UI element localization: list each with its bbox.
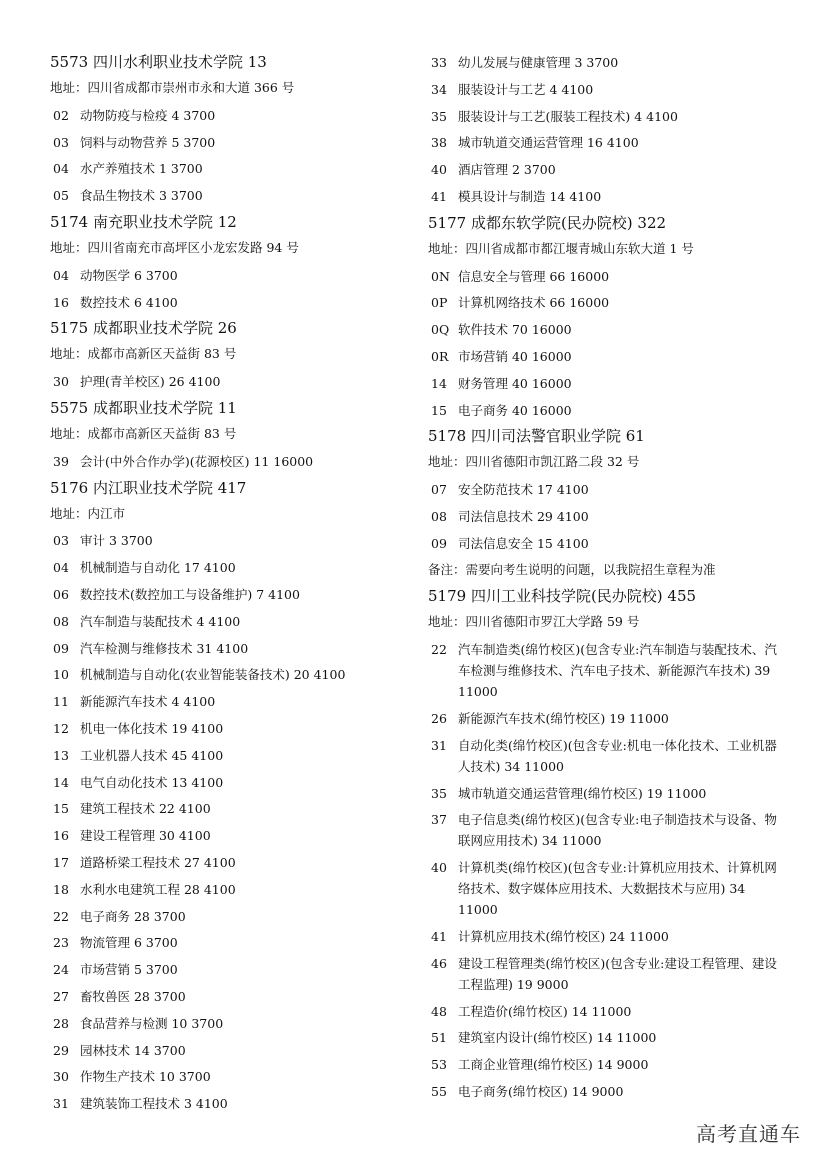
major-code: 48 xyxy=(431,1003,447,1019)
major-code: 04 xyxy=(53,267,69,283)
major-code: 53 xyxy=(431,1057,447,1073)
major-code: 22 xyxy=(431,642,447,658)
major-entry xyxy=(50,368,418,395)
major-text: 建筑工程技术 22 4100 xyxy=(80,801,211,817)
school-heading: 5175 成都职业技术学院 26 xyxy=(50,319,237,338)
major-text: 计算机应用技术(绵竹校区) 24 11000 xyxy=(458,928,669,944)
school-address: 地址：四川省成都市崇州市永和大道 366 号 xyxy=(50,80,295,95)
watermark-text: 高考直通车 xyxy=(696,1122,801,1146)
major-text: 安全防范技术 17 4100 xyxy=(458,482,589,498)
major-text: 财务管理 40 16000 xyxy=(458,375,572,391)
major-text: 自动化类(绵竹校区)(包含专业:机电一体化技术、工业机器人技术) 34 11000 xyxy=(458,737,777,774)
major-text: 数控技术(数控加工与设备维护) 7 4100 xyxy=(80,586,300,602)
major-code: 24 xyxy=(53,962,69,978)
major-text: 电子商务 28 3700 xyxy=(80,908,186,924)
major-text: 水产养殖技术 1 3700 xyxy=(80,161,203,177)
major-entry xyxy=(50,1010,418,1037)
major-code: 09 xyxy=(431,535,447,551)
major-code: 14 xyxy=(431,375,447,391)
major-entry xyxy=(50,769,418,796)
major-text: 服装设计与工艺(服装工程技术) 4 4100 xyxy=(458,108,678,124)
school-heading: 5177 成都东软学院(民办院校) 322 xyxy=(428,213,667,232)
major-text: 酒店管理 2 3700 xyxy=(458,162,556,178)
major-code: 29 xyxy=(53,1042,69,1058)
major-entry xyxy=(428,780,780,807)
major-text: 食品营养与检测 10 3700 xyxy=(80,1015,224,1031)
major-entry xyxy=(428,370,780,397)
major-code: 34 xyxy=(431,81,447,97)
major-code: 11 xyxy=(53,694,69,710)
major-code: 31 xyxy=(53,1096,69,1112)
major-code: 26 xyxy=(431,710,447,726)
major-entry xyxy=(50,155,418,182)
major-entry xyxy=(428,156,780,183)
school-heading: 5178 四川司法警官职业学院 61 xyxy=(428,427,645,446)
major-entry xyxy=(428,1078,780,1105)
major-code: 09 xyxy=(53,640,69,656)
major-entry xyxy=(428,998,780,1025)
major-entry xyxy=(50,102,418,129)
major-text: 软件技术 70 16000 xyxy=(458,322,572,338)
major-code: 07 xyxy=(431,482,447,498)
major-code: 51 xyxy=(431,1030,447,1046)
major-code: 03 xyxy=(53,533,69,549)
major-code: 04 xyxy=(53,560,69,576)
major-text: 电子商务(绵竹校区) 14 9000 xyxy=(458,1083,624,1099)
school-address: 地址：四川省南充市高坪区小龙宏发路 94 号 xyxy=(50,239,299,255)
major-code: 37 xyxy=(431,812,447,828)
major-code: 08 xyxy=(431,508,447,524)
major-entry xyxy=(50,742,418,769)
major-entry xyxy=(428,705,780,732)
major-entry xyxy=(428,950,780,998)
major-code: 33 xyxy=(431,55,447,70)
major-entry xyxy=(50,903,418,930)
major-text: 园林技术 14 3700 xyxy=(80,1042,186,1058)
major-code: 0R xyxy=(431,348,449,364)
major-text: 水利水电建筑工程 28 4100 xyxy=(80,881,236,897)
major-text: 建设工程管理类(绵竹校区)(包含专业:建设工程管理、建设工程监理) 19 9000 xyxy=(458,955,777,992)
major-code: 06 xyxy=(53,586,69,602)
major-text: 司法信息安全 15 4100 xyxy=(458,535,589,551)
major-entry xyxy=(50,715,418,742)
major-entry xyxy=(428,76,780,103)
major-text: 机械制造与自动化 17 4100 xyxy=(80,560,236,576)
major-entry xyxy=(428,923,780,950)
major-text: 市场营销 40 16000 xyxy=(458,348,572,364)
major-code: 15 xyxy=(53,801,69,817)
school-heading: 5176 内江职业技术学院 417 xyxy=(50,478,247,497)
major-code: 22 xyxy=(53,908,69,924)
major-entry xyxy=(428,103,780,130)
major-text: 服装设计与工艺 4 4100 xyxy=(458,81,594,97)
major-entry xyxy=(428,397,780,424)
major-entry xyxy=(428,476,780,503)
school-note: 备注：需要向考生说明的问题，以我院招生章程为准 xyxy=(428,561,716,577)
major-text: 工程造价(绵竹校区) 14 11000 xyxy=(458,1003,632,1019)
major-code: 04 xyxy=(53,161,69,177)
major-code: 14 xyxy=(53,774,69,790)
major-entry xyxy=(428,49,780,76)
major-code: 40 xyxy=(431,162,447,178)
school-address: 地址：四川省德阳市罗江大学路 59 号 xyxy=(428,614,640,630)
major-code: 31 xyxy=(431,737,447,753)
major-entry xyxy=(50,527,418,554)
major-entry xyxy=(50,581,418,608)
major-code: 30 xyxy=(53,374,69,390)
major-text: 工业机器人技术 45 4100 xyxy=(80,747,224,763)
major-code: 0Q xyxy=(431,322,450,338)
school-address: 地址：成都市高新区天益街 83 号 xyxy=(50,425,237,441)
major-text: 动物防疫与检疫 4 3700 xyxy=(80,107,216,123)
major-text: 动物医学 6 3700 xyxy=(80,267,178,283)
major-code: 39 xyxy=(53,453,69,469)
major-entry xyxy=(428,636,780,705)
major-text: 机电一体化技术 19 4100 xyxy=(80,720,224,736)
major-text: 汽车制造与装配技术 4 4100 xyxy=(80,613,241,629)
school-address: 地址：内江市 xyxy=(50,505,126,521)
school-address: 地址：成都市高新区天益街 83 号 xyxy=(50,346,237,362)
right-column xyxy=(428,49,780,1105)
major-entry xyxy=(50,289,418,316)
school-heading: 5174 南充职业技术学院 12 xyxy=(50,212,237,231)
major-code: 12 xyxy=(53,720,69,736)
major-text: 市场营销 5 3700 xyxy=(80,962,178,978)
major-entry xyxy=(428,263,780,290)
major-entry xyxy=(428,129,780,156)
major-code: 41 xyxy=(431,188,447,204)
major-text: 计算机网络技术 66 16000 xyxy=(458,295,610,311)
major-code: 16 xyxy=(53,294,69,310)
major-entry xyxy=(50,1090,418,1117)
major-code: 35 xyxy=(431,108,447,124)
major-text: 工商企业管理(绵竹校区) 14 9000 xyxy=(458,1057,649,1073)
major-entry xyxy=(50,129,418,156)
major-text: 新能源汽车技术(绵竹校区) 19 11000 xyxy=(458,710,669,726)
major-code: 03 xyxy=(53,134,69,150)
major-code: 23 xyxy=(53,935,69,951)
major-text: 建筑室内设计(绵竹校区) 14 11000 xyxy=(458,1030,657,1046)
school-address: 地址：四川省成都市都江堰青城山东软大道 1 号 xyxy=(428,240,694,256)
major-code: 18 xyxy=(53,881,69,897)
major-code: 27 xyxy=(53,988,69,1004)
major-code: 46 xyxy=(431,955,447,971)
major-code: 05 xyxy=(53,188,69,204)
left-column xyxy=(50,49,418,1117)
major-entry xyxy=(50,635,418,662)
major-code: 38 xyxy=(431,135,447,151)
school-heading: 5179 四川工业科技学院(民办院校) 455 xyxy=(428,587,697,606)
major-code: 30 xyxy=(53,1069,69,1085)
major-text: 城市轨道交通运营管理 16 4100 xyxy=(458,135,639,151)
major-text: 审计 3 3700 xyxy=(80,533,153,549)
major-text: 饲料与动物营养 5 3700 xyxy=(80,134,216,150)
major-text: 电气自动化技术 13 4100 xyxy=(80,774,224,790)
major-text: 新能源汽车技术 4 4100 xyxy=(80,694,216,710)
major-entry xyxy=(428,732,780,780)
major-code: 17 xyxy=(53,854,69,870)
major-text: 汽车检测与维修技术 31 4100 xyxy=(80,640,249,656)
major-entry xyxy=(428,316,780,343)
major-entry xyxy=(50,1037,418,1064)
major-text: 数控技术 6 4100 xyxy=(80,294,178,310)
major-entry xyxy=(50,1063,418,1090)
major-text: 建设工程管理 30 4100 xyxy=(80,828,211,844)
major-code: 16 xyxy=(53,828,69,844)
major-code: 28 xyxy=(53,1015,69,1031)
major-entry xyxy=(50,262,418,289)
major-text: 计算机类(绵竹校区)(包含专业:计算机应用技术、计算机网络技术、数字媒体应用技术、大数据技术与应用) 34 11000 xyxy=(458,860,777,918)
major-text: 作物生产技术 10 3700 xyxy=(80,1069,211,1085)
major-text: 信息安全与管理 66 16000 xyxy=(458,268,610,284)
major-code: 35 xyxy=(431,785,447,801)
major-entry xyxy=(50,876,418,903)
major-text: 模具设计与制造 14 4100 xyxy=(458,188,602,204)
major-entry xyxy=(50,608,418,635)
major-entry xyxy=(428,183,780,210)
major-code: 0P xyxy=(431,295,448,311)
major-text: 食品生物技术 3 3700 xyxy=(80,188,203,204)
major-entry xyxy=(428,289,780,316)
major-text: 畜牧兽医 28 3700 xyxy=(80,988,186,1004)
school-address: 地址：四川省德阳市凯江路二段 32 号 xyxy=(428,454,640,470)
major-entry xyxy=(50,554,418,581)
major-code: 13 xyxy=(53,747,69,763)
major-text: 道路桥梁工程技术 27 4100 xyxy=(80,854,236,870)
major-entry xyxy=(428,1051,780,1078)
major-code: 10 xyxy=(53,667,69,683)
major-text: 护理(青羊校区) 26 4100 xyxy=(80,374,221,390)
major-entry xyxy=(50,929,418,956)
major-text: 电子商务 40 16000 xyxy=(458,402,572,418)
major-entry xyxy=(428,1024,780,1051)
major-entry xyxy=(428,854,780,923)
major-entry xyxy=(50,983,418,1010)
major-code: 08 xyxy=(53,613,69,629)
major-entry xyxy=(50,448,418,475)
major-entry xyxy=(50,661,418,688)
major-text: 机械制造与自动化(农业智能装备技术) 20 4100 xyxy=(80,667,346,683)
major-text: 城市轨道交通运营管理(绵竹校区) 19 11000 xyxy=(458,785,707,801)
major-entry xyxy=(50,182,418,209)
major-text: 幼儿发展与健康管理 3 3700 xyxy=(458,55,619,70)
major-code: 40 xyxy=(431,860,447,876)
major-code: 55 xyxy=(431,1083,447,1099)
major-code: 0N xyxy=(431,268,450,284)
major-code: 15 xyxy=(431,402,447,418)
major-entry xyxy=(428,343,780,370)
major-entry xyxy=(50,795,418,822)
major-code: 41 xyxy=(431,928,447,944)
major-entry xyxy=(428,530,780,557)
major-text: 电子信息类(绵竹校区)(包含专业:电子制造技术与设备、物联网应用技术) 34 11000 xyxy=(458,812,777,849)
major-text: 会计(中外合作办学)(花源校区) 11 16000 xyxy=(80,453,314,469)
major-entry xyxy=(50,688,418,715)
major-entry xyxy=(428,503,780,530)
major-entry xyxy=(428,806,780,854)
school-heading: 5573 四川水利职业技术学院 13 xyxy=(50,53,267,71)
school-heading: 5575 成都职业技术学院 11 xyxy=(50,398,237,417)
major-code: 02 xyxy=(53,107,69,123)
major-text: 汽车制造类(绵竹校区)(包含专业:汽车制造与装配技术、汽车检测与维修技术、汽车电子技术、新能源汽车技术) 39 11000 xyxy=(458,642,777,700)
major-entry xyxy=(50,956,418,983)
major-text: 物流管理 6 3700 xyxy=(80,935,178,951)
major-entry xyxy=(50,849,418,876)
major-text: 建筑装饰工程技术 3 4100 xyxy=(80,1096,228,1112)
major-text: 司法信息技术 29 4100 xyxy=(458,508,589,524)
major-entry xyxy=(50,822,418,849)
